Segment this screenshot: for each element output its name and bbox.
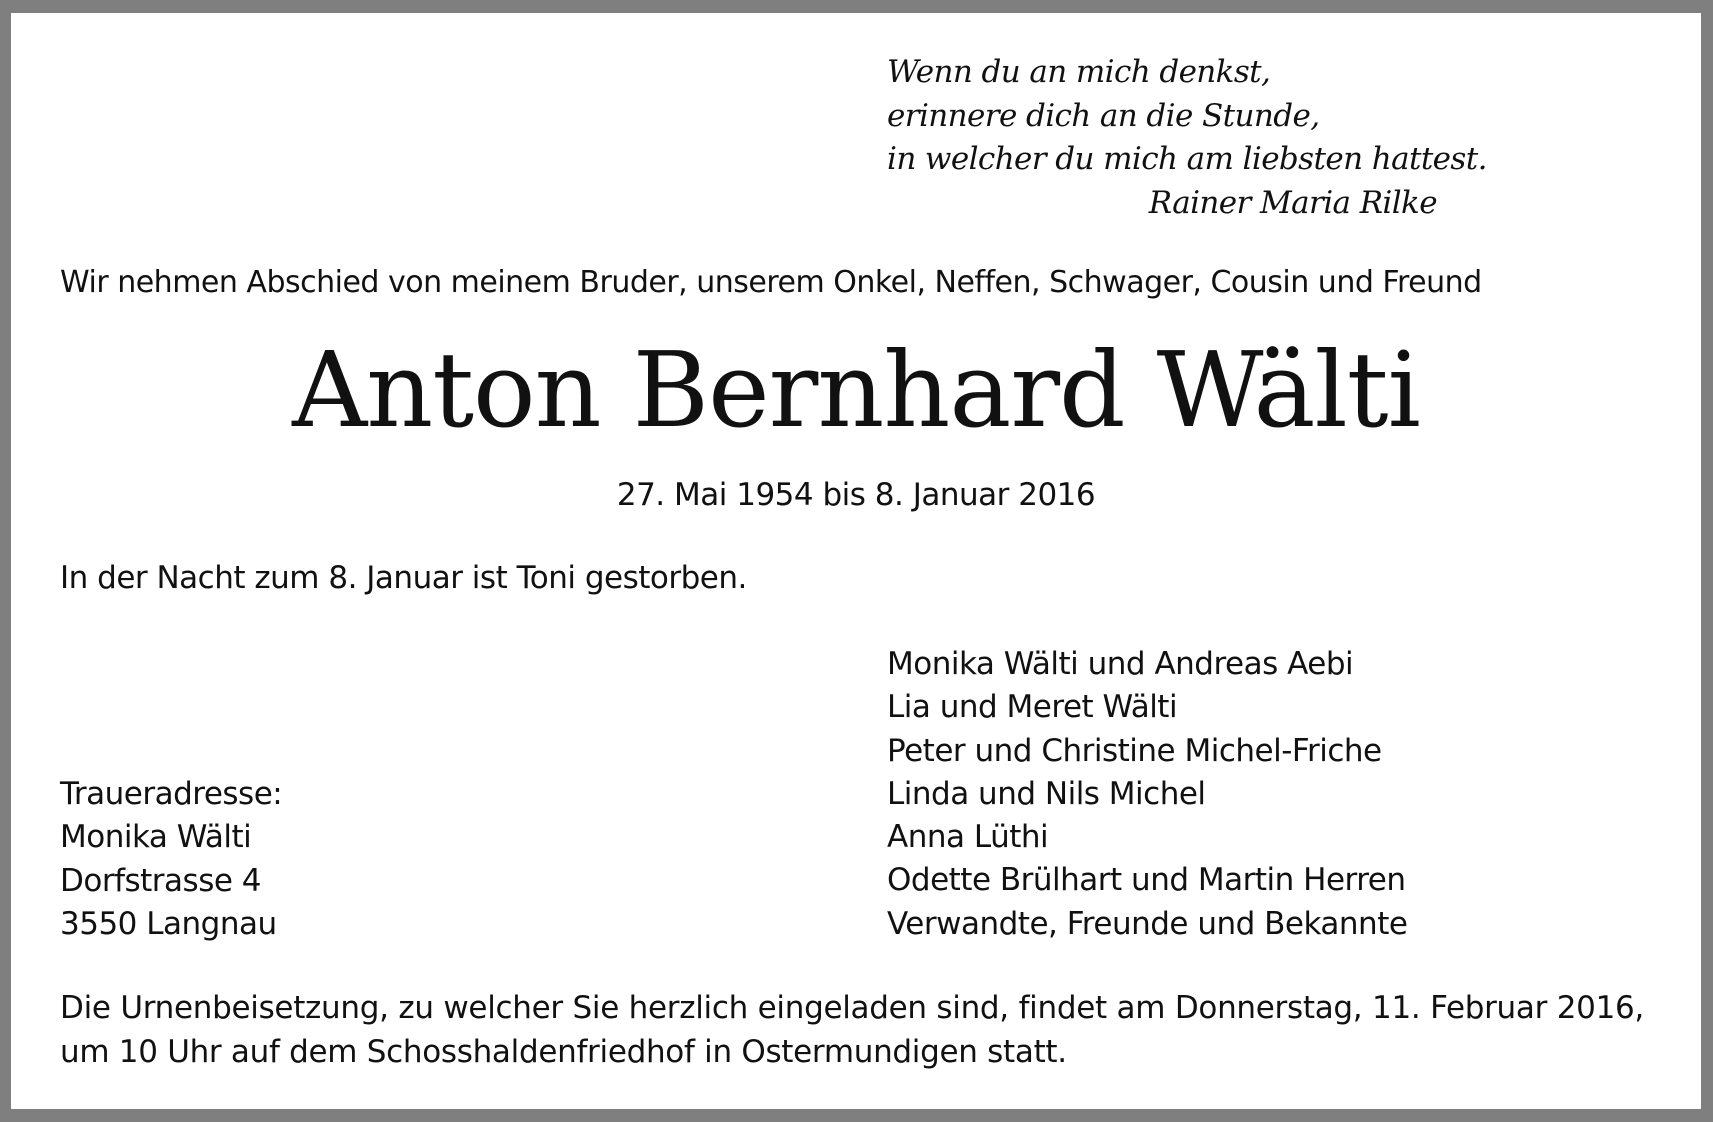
farewell-intro: Wir nehmen Abschied von meinem Bruder, unserem Onkel, Neffen, Schwager, Cousin und Freund: [60, 265, 1482, 300]
mourner-entry: Anna Lüthi: [887, 819, 1049, 856]
rilke-quote: [887, 51, 1487, 225]
quote-line: Wenn du an mich denkst,: [887, 54, 1271, 90]
mourning-address: [60, 773, 282, 946]
mourner-entry: Lia und Meret Wälti: [887, 689, 1178, 726]
address-name: Monika Wälti: [60, 819, 252, 856]
deceased-name: Anton Bernhard Wälti: [292, 329, 1420, 451]
mourner-entry: Peter und Christine Michel-Friche: [887, 732, 1382, 769]
mourner-entry: Monika Wälti und Andreas Aebi: [887, 646, 1354, 682]
mourner-entry: Linda und Nils Michel: [887, 775, 1206, 812]
mourner-entry: Verwandte, Freunde und Bekannte: [887, 905, 1408, 942]
quote-line: in welcher du mich am liebsten hattest.: [887, 141, 1487, 177]
life-dates: 27. Mai 1954 bis 8. Januar 2016: [616, 477, 1096, 513]
death-note: In der Nacht zum 8. Januar ist Toni gestorben.: [60, 560, 747, 596]
quote-line: erinnere dich an die Stunde,: [887, 97, 1320, 134]
quote-author: Rainer Maria Rilke: [1148, 184, 1437, 221]
mourners-list: [887, 643, 1407, 946]
address-city: 3550 Langnau: [60, 905, 277, 942]
address-street: Dorfstrasse 4: [60, 862, 261, 899]
address-label: Traueradresse:: [60, 776, 283, 812]
burial-service-info: Die Urnenbeisetzung, zu welcher Sie herzlich eingeladen sind, findet am Donnerstag, 11. Februar 2016, um 10 Uhr auf dem Schosshaldenfriedhof in Ostermundigen statt.: [60, 990, 1644, 1070]
obituary-notice: [11, 13, 1701, 1109]
mourner-entry: Odette Brülhart und Martin Herren: [887, 862, 1406, 899]
